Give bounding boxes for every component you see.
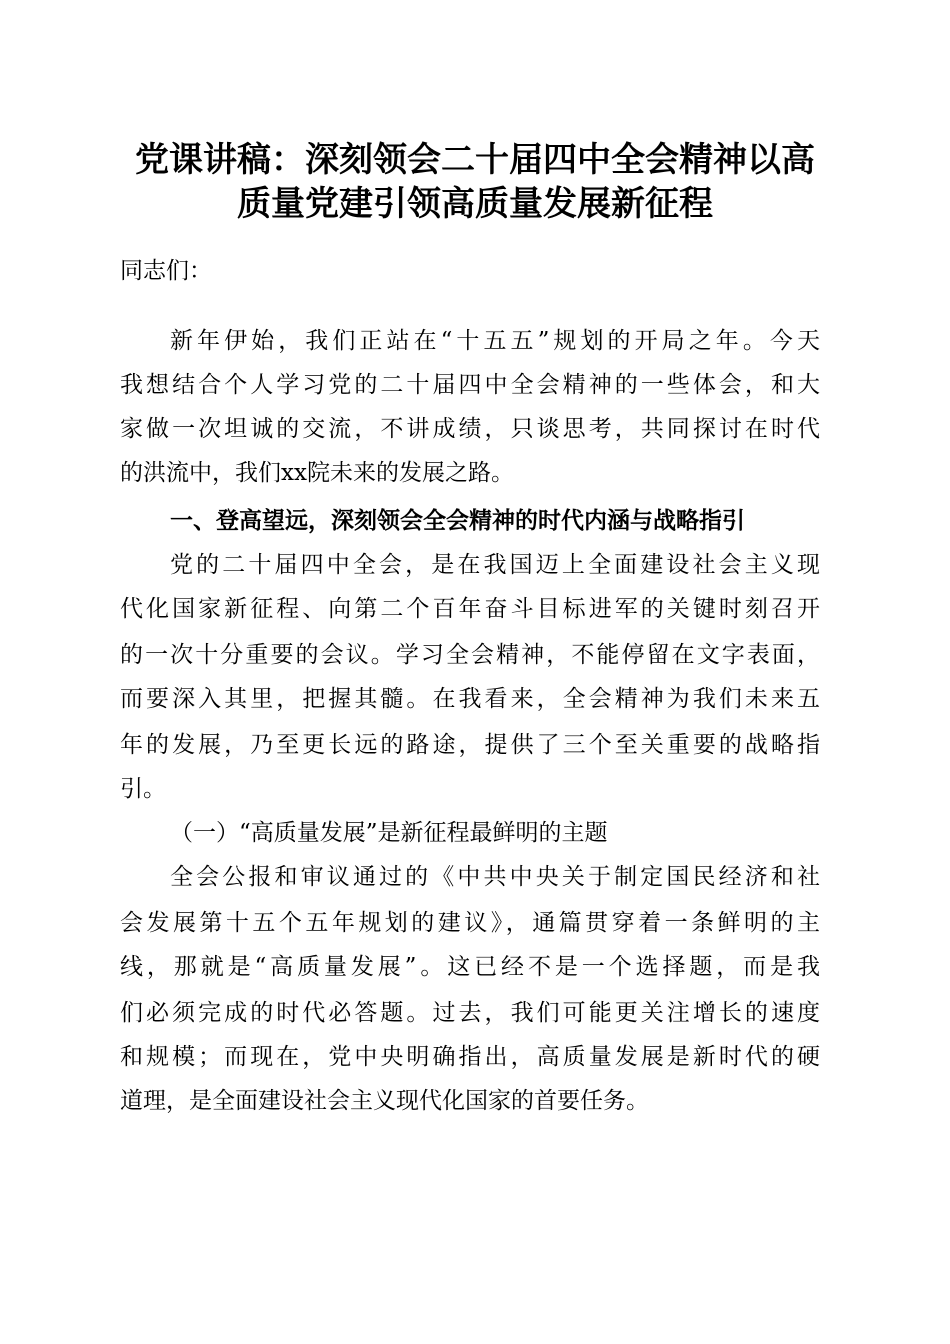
subsection-1-body-line: 道理，是全面建设社会主义现代化国家的首要任务。 bbox=[120, 1088, 649, 1114]
subsection-1-body-line: 全会公报和审议通过的《中共中央关于制定国民经济和社 bbox=[170, 864, 820, 890]
intro-line: 的洪流中，我们xx院未来的发展之路。 bbox=[120, 460, 514, 486]
subsection-1-body-line: 会发展第十五个五年规划的建议》，通篇贯穿着一条鲜明的主 bbox=[120, 910, 820, 936]
intro-line: 家做一次坦诚的交流，不讲成绩，只谈思考，共同探讨在时代 bbox=[120, 416, 820, 442]
salutation: 同志们： bbox=[120, 258, 212, 284]
section-1-body-line: 年的发展，乃至更长远的路途，提供了三个至关重要的战略指 bbox=[120, 732, 820, 758]
section-1-body-line: 的一次十分重要的会议。学习全会精神，不能停留在文字表面， bbox=[120, 642, 820, 668]
section-1-body-line: 党的二十届四中全会，是在我国迈上全面建设社会主义现 bbox=[170, 552, 820, 578]
subsection-1-body-line: 和规模；而现在，党中央明确指出，高质量发展是新时代的硬 bbox=[120, 1044, 820, 1070]
document-title-line-2: 质量党建引领高质量发展新征程 bbox=[237, 184, 713, 224]
intro-line: 新年伊始，我们正站在“十五五”规划的开局之年。今天 bbox=[170, 328, 820, 354]
section-1-body-line: 引。 bbox=[120, 776, 166, 802]
subsection-1-heading: （一）“高质量发展”是新征程最鲜明的主题 bbox=[170, 820, 608, 846]
subsection-1-body-line: 线，那就是“高质量发展”。这已经不是一个选择题，而是我 bbox=[120, 954, 820, 980]
intro-line: 我想结合个人学习党的二十届四中全会精神的一些体会，和大 bbox=[120, 372, 820, 398]
document-title-line-1: 党课讲稿：深刻领会二十届四中全会精神以高 bbox=[135, 140, 815, 180]
section-1-body-line: 而要深入其里，把握其髓。在我看来，全会精神为我们未来五 bbox=[120, 686, 820, 712]
section-1-heading: 一、登高望远，深刻领会全会精神的时代内涵与战略指引 bbox=[170, 508, 745, 534]
section-1-body-line: 代化国家新征程、向第二个百年奋斗目标进军的关键时刻召开 bbox=[120, 596, 820, 622]
subsection-1-body-line: 们必须完成的时代必答题。过去，我们可能更关注增长的速度 bbox=[120, 1000, 820, 1026]
